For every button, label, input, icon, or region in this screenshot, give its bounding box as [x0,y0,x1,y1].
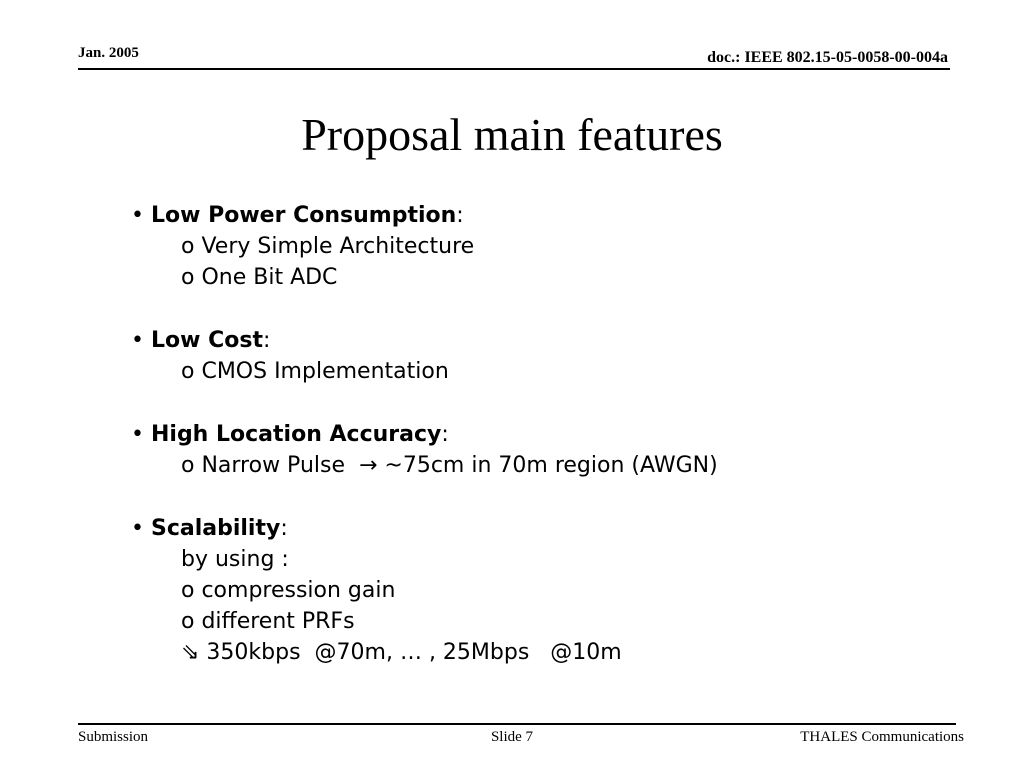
header-date: Jan. 2005 [78,45,139,61]
feature-subitem: o different PRFs [181,609,355,634]
feature-subitem: o compression gain [181,578,396,603]
feature-colon: : [280,516,288,541]
footer-divider [78,723,956,725]
feature-heading: Scalability [150,516,281,541]
feature-subitem: by using : [181,547,289,572]
footer-slide-number: Slide 7 [490,729,534,745]
slide-title: Proposal main features [301,109,723,160]
feature-colon: : [262,328,271,353]
feature-colon: : [441,422,449,447]
feature-subitem: o One Bit ADC [181,265,338,290]
feature-low-cost [131,325,718,387]
feature-low-power [131,200,718,293]
bullet-icon: • [131,328,144,353]
bullet-icon: • [131,203,144,228]
feature-scalability [131,513,718,668]
header-doc-id: doc.: IEEE 802.15-05-0058-00-004a [707,49,948,66]
footer-submission: Submission [78,729,149,745]
bullet-icon: • [131,516,144,541]
feature-subitem: o Narrow Pulse → ~75cm in 70m region (AWGN) [181,453,718,478]
feature-subitem: o Very Simple Architecture [181,234,475,259]
feature-heading: Low Cost [150,328,263,353]
feature-subitem: o CMOS Implementation [181,359,449,384]
feature-colon: : [456,203,464,228]
feature-subitem: ⇘ 350kbps @70m, … , 25Mbps @10m [181,640,622,665]
bullet-icon: • [131,422,144,447]
feature-list [131,200,718,668]
feature-location-accuracy [131,419,718,481]
header-divider [78,68,950,70]
feature-heading: High Location Accuracy [150,422,442,447]
feature-heading: Low Power Consumption [150,203,457,228]
footer-organization: THALES Communications [800,729,964,745]
